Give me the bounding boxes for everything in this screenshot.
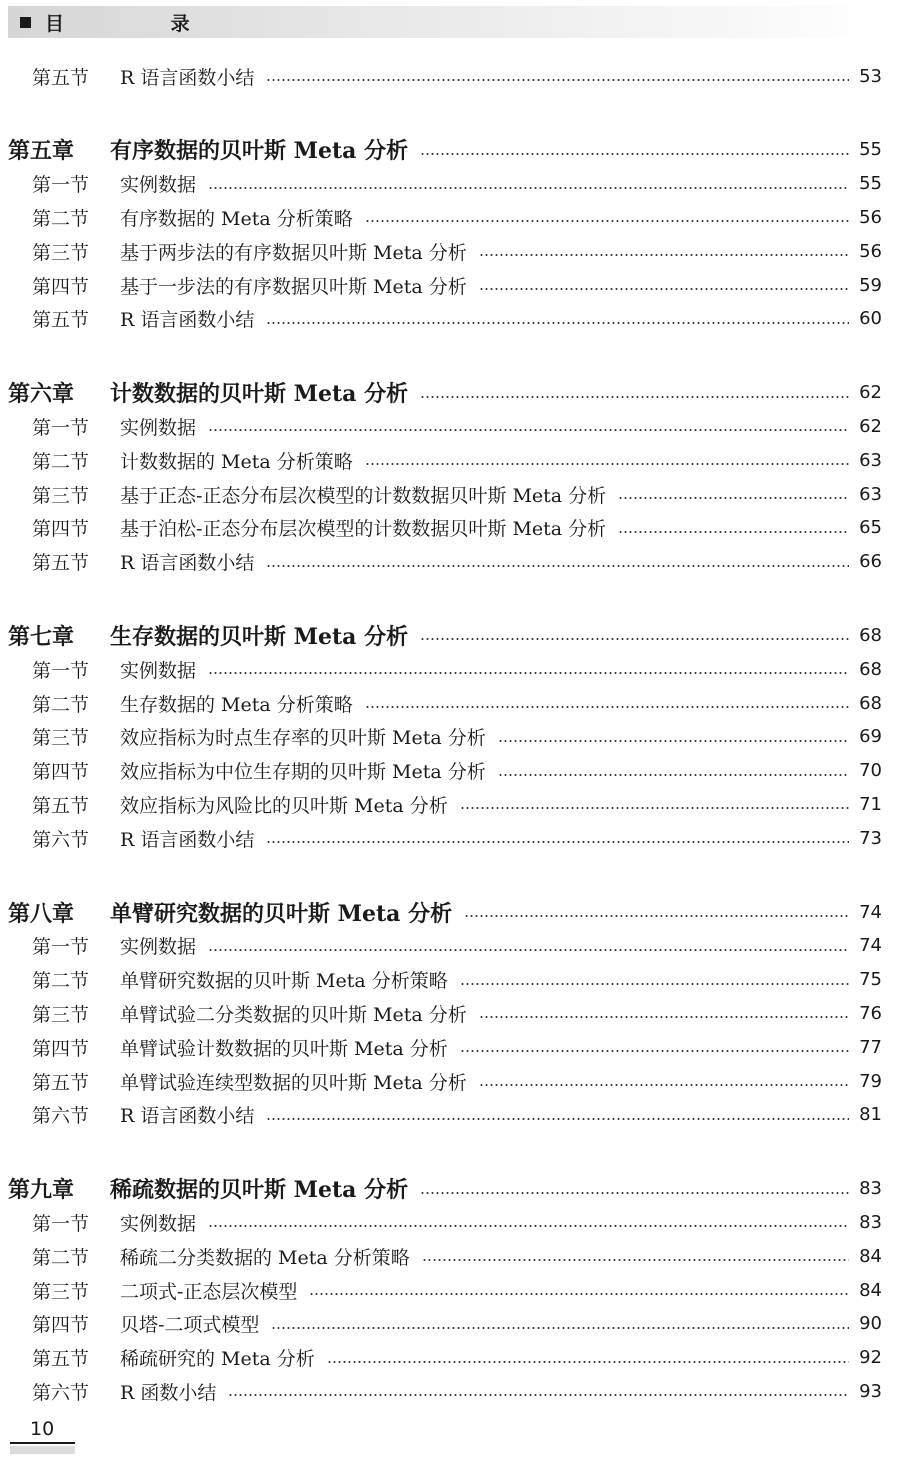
- entry-label: 第三节: [32, 484, 90, 507]
- entry-title: 生存数据的贝叶斯 Meta 分析: [110, 623, 409, 650]
- entry-label: 第一节: [32, 174, 90, 197]
- dot-leader: [460, 983, 849, 985]
- toc-section-entry[interactable]: [0, 930, 900, 962]
- toc-section-entry[interactable]: [0, 201, 900, 233]
- entry-page-number: 68: [859, 658, 882, 680]
- toc-section-entry[interactable]: [0, 822, 900, 854]
- entry-label: 第五节: [32, 552, 90, 575]
- dot-leader: [309, 1293, 849, 1295]
- header-square-icon: [20, 17, 31, 28]
- entry-label: 第一节: [32, 659, 90, 682]
- entry-title: R 函数小结: [120, 1381, 217, 1404]
- dot-leader: [498, 774, 849, 776]
- entry-label: 第四节: [32, 761, 90, 784]
- entry-page-number: 75: [859, 969, 882, 991]
- toc-chapter-entry[interactable]: [0, 1173, 900, 1205]
- toc-chapter-entry[interactable]: [0, 377, 900, 409]
- entry-title: 稀疏二分类数据的 Meta 分析策略: [120, 1246, 410, 1269]
- entry-title: 计数数据的 Meta 分析策略: [120, 450, 353, 473]
- toc-section-entry[interactable]: [0, 687, 900, 719]
- entry-label: 第六节: [32, 1381, 90, 1404]
- toc-chapter-entry[interactable]: [0, 619, 900, 651]
- dot-leader: [208, 949, 849, 951]
- footer-rule: [10, 1442, 75, 1444]
- dot-leader: [266, 565, 849, 567]
- entry-page-number: 84: [859, 1245, 882, 1267]
- entry-page-number: 83: [859, 1211, 882, 1233]
- entry-title: 二项式-正态层次模型: [120, 1280, 298, 1303]
- dot-leader: [479, 254, 849, 256]
- dot-leader: [420, 638, 849, 640]
- entry-title: 单臂研究数据的贝叶斯 Meta 分析策略: [120, 970, 448, 993]
- dot-leader: [327, 1361, 849, 1363]
- entry-page-number: 71: [859, 793, 882, 815]
- entry-label: 第四节: [32, 275, 90, 298]
- entry-label: 第八章: [8, 900, 75, 927]
- entry-title: 基于一步法的有序数据贝叶斯 Meta 分析: [120, 275, 467, 298]
- entry-title: 有序数据的贝叶斯 Meta 分析: [110, 138, 409, 165]
- toc-section-entry[interactable]: [0, 1206, 900, 1238]
- entry-page-number: 63: [859, 483, 882, 505]
- entry-page-number: 56: [859, 240, 882, 262]
- toc-section-entry[interactable]: [0, 1031, 900, 1063]
- toc-chapter-entry[interactable]: [0, 896, 900, 928]
- entry-title: 单臂研究数据的贝叶斯 Meta 分析: [110, 900, 453, 927]
- entry-title: 单臂试验计数数据的贝叶斯 Meta 分析: [120, 1037, 448, 1060]
- toc-section-entry[interactable]: [0, 269, 900, 301]
- entry-title: R 语言函数小结: [120, 309, 255, 332]
- entry-page-number: 63: [859, 449, 882, 471]
- entry-title: R 语言函数小结: [120, 66, 255, 89]
- entry-page-number: 53: [859, 65, 882, 87]
- dot-leader: [479, 1016, 849, 1018]
- toc-section-entry[interactable]: [0, 512, 900, 544]
- entry-label: 第一节: [32, 416, 90, 439]
- entry-label: 第六章: [8, 381, 75, 408]
- entry-label: 第三节: [32, 727, 90, 750]
- toc-section-entry[interactable]: [0, 788, 900, 820]
- toc-section-entry[interactable]: [0, 1375, 900, 1407]
- entry-label: 第五节: [32, 309, 90, 332]
- entry-label: 第五节: [32, 66, 90, 89]
- toc-section-entry[interactable]: [0, 60, 900, 92]
- dot-leader: [266, 79, 849, 81]
- header-title: 目 录: [45, 12, 240, 35]
- entry-page-number: 77: [859, 1036, 882, 1058]
- toc-chapter-entry[interactable]: [0, 134, 900, 166]
- entry-page-number: 81: [859, 1104, 882, 1126]
- entry-label: 第六节: [32, 1105, 90, 1128]
- entry-title: 贝塔-二项式模型: [120, 1314, 260, 1337]
- dot-leader: [208, 672, 849, 674]
- toc-section-entry[interactable]: [0, 964, 900, 996]
- dot-leader: [365, 706, 849, 708]
- toc-section-entry[interactable]: [0, 1342, 900, 1374]
- dot-leader: [271, 1327, 849, 1329]
- entry-page-number: 56: [859, 206, 882, 228]
- footer-bar: [10, 1446, 75, 1454]
- toc-section-entry[interactable]: [0, 721, 900, 753]
- toc-section-entry[interactable]: [0, 653, 900, 685]
- dot-leader: [208, 429, 849, 431]
- dot-leader: [479, 288, 849, 290]
- entry-page-number: 68: [859, 624, 882, 646]
- entry-page-number: 68: [859, 692, 882, 714]
- entry-label: 第五节: [32, 1071, 90, 1094]
- dot-leader: [420, 153, 849, 155]
- entry-label: 第二节: [32, 1246, 90, 1269]
- toc-section-entry[interactable]: [0, 410, 900, 442]
- entry-label: 第七章: [8, 623, 75, 650]
- entry-title: 实例数据: [120, 936, 197, 959]
- entry-title: 稀疏数据的贝叶斯 Meta 分析: [110, 1177, 409, 1204]
- entry-page-number: 62: [859, 415, 882, 437]
- entry-label: 第一节: [32, 1212, 90, 1235]
- entry-label: 第四节: [32, 518, 90, 541]
- entry-title: 效应指标为风险比的贝叶斯 Meta 分析: [120, 794, 448, 817]
- entry-label: 第九章: [8, 1177, 75, 1204]
- entry-title: R 语言函数小结: [120, 828, 255, 851]
- entry-title: 实例数据: [120, 416, 197, 439]
- page-number: 10: [30, 1418, 55, 1440]
- entry-page-number: 74: [859, 935, 882, 957]
- entry-label: 第五节: [32, 794, 90, 817]
- dot-leader: [420, 1192, 849, 1194]
- dot-leader: [208, 1225, 849, 1227]
- entry-title: 效应指标为中位生存期的贝叶斯 Meta 分析: [120, 761, 486, 784]
- entry-page-number: 74: [859, 901, 882, 923]
- entry-title: R 语言函数小结: [120, 552, 255, 575]
- toc-section-entry[interactable]: [0, 235, 900, 267]
- dot-leader: [460, 1050, 849, 1052]
- entry-page-number: 66: [859, 551, 882, 573]
- entry-page-number: 70: [859, 760, 882, 782]
- entry-page-number: 90: [859, 1313, 882, 1335]
- entry-label: 第四节: [32, 1037, 90, 1060]
- dot-leader: [228, 1394, 849, 1396]
- entry-page-number: 92: [859, 1347, 882, 1369]
- entry-title: 实例数据: [120, 659, 197, 682]
- entry-label: 第四节: [32, 1314, 90, 1337]
- entry-page-number: 62: [859, 382, 882, 404]
- entry-page-number: 69: [859, 726, 882, 748]
- entry-page-number: 76: [859, 1002, 882, 1024]
- entry-label: 第三节: [32, 241, 90, 264]
- entry-page-number: 59: [859, 274, 882, 296]
- toc-section-entry[interactable]: [0, 303, 900, 335]
- entry-label: 第二节: [32, 970, 90, 993]
- toc-section-entry[interactable]: [0, 755, 900, 787]
- entry-label: 第一节: [32, 936, 90, 959]
- entry-label: 第三节: [32, 1003, 90, 1026]
- dot-leader: [266, 841, 849, 843]
- entry-label: 第二节: [32, 450, 90, 473]
- entry-page-number: 65: [859, 517, 882, 539]
- entry-page-number: 55: [859, 173, 882, 195]
- page-header: [8, 6, 878, 38]
- entry-title: 实例数据: [120, 174, 197, 197]
- dot-leader: [266, 322, 849, 324]
- entry-label: 第二节: [32, 207, 90, 230]
- dot-leader: [420, 396, 849, 398]
- dot-leader: [498, 740, 849, 742]
- entry-page-number: 84: [859, 1279, 882, 1301]
- toc-section-entry[interactable]: [0, 1274, 900, 1306]
- dot-leader: [479, 1084, 849, 1086]
- dot-leader: [618, 531, 849, 533]
- entry-page-number: 55: [859, 139, 882, 161]
- entry-title: 稀疏研究的 Meta 分析: [120, 1348, 315, 1371]
- entry-title: 单臂试验连续型数据的贝叶斯 Meta 分析: [120, 1071, 467, 1094]
- entry-label: 第五节: [32, 1348, 90, 1371]
- entry-title: 计数数据的贝叶斯 Meta 分析: [110, 381, 409, 408]
- entry-page-number: 60: [859, 308, 882, 330]
- toc-section-entry[interactable]: [0, 997, 900, 1029]
- toc-section-entry[interactable]: [0, 168, 900, 200]
- entry-title: 基于两步法的有序数据贝叶斯 Meta 分析: [120, 241, 467, 264]
- dot-leader: [422, 1259, 849, 1261]
- entry-title: 有序数据的 Meta 分析策略: [120, 207, 353, 230]
- entry-title: 效应指标为时点生存率的贝叶斯 Meta 分析: [120, 727, 486, 750]
- entry-label: 第六节: [32, 828, 90, 851]
- entry-page-number: 79: [859, 1070, 882, 1092]
- toc-section-entry[interactable]: [0, 1065, 900, 1097]
- toc-section-entry[interactable]: [0, 546, 900, 578]
- toc-section-entry[interactable]: [0, 1308, 900, 1340]
- entry-page-number: 83: [859, 1178, 882, 1200]
- entry-page-number: 93: [859, 1380, 882, 1402]
- toc-section-entry[interactable]: [0, 478, 900, 510]
- dot-leader: [266, 1118, 849, 1120]
- entry-label: 第五章: [8, 138, 75, 165]
- entry-page-number: 73: [859, 827, 882, 849]
- toc-section-entry[interactable]: [0, 1099, 900, 1131]
- entry-title: 生存数据的 Meta 分析策略: [120, 693, 353, 716]
- entry-title: 基于泊松-正态分布层次模型的计数数据贝叶斯 Meta 分析: [120, 518, 607, 541]
- toc-section-entry[interactable]: [0, 1240, 900, 1272]
- dot-leader: [208, 187, 849, 189]
- dot-leader: [365, 220, 849, 222]
- entry-label: 第二节: [32, 693, 90, 716]
- entry-title: 基于正态-正态分布层次模型的计数数据贝叶斯 Meta 分析: [120, 484, 607, 507]
- dot-leader: [460, 807, 849, 809]
- toc-section-entry[interactable]: [0, 444, 900, 476]
- dot-leader: [618, 497, 849, 499]
- entry-label: 第三节: [32, 1280, 90, 1303]
- entry-title: 实例数据: [120, 1212, 197, 1235]
- entry-title: R 语言函数小结: [120, 1105, 255, 1128]
- dot-leader: [365, 463, 849, 465]
- entry-title: 单臂试验二分类数据的贝叶斯 Meta 分析: [120, 1003, 467, 1026]
- dot-leader: [464, 915, 849, 917]
